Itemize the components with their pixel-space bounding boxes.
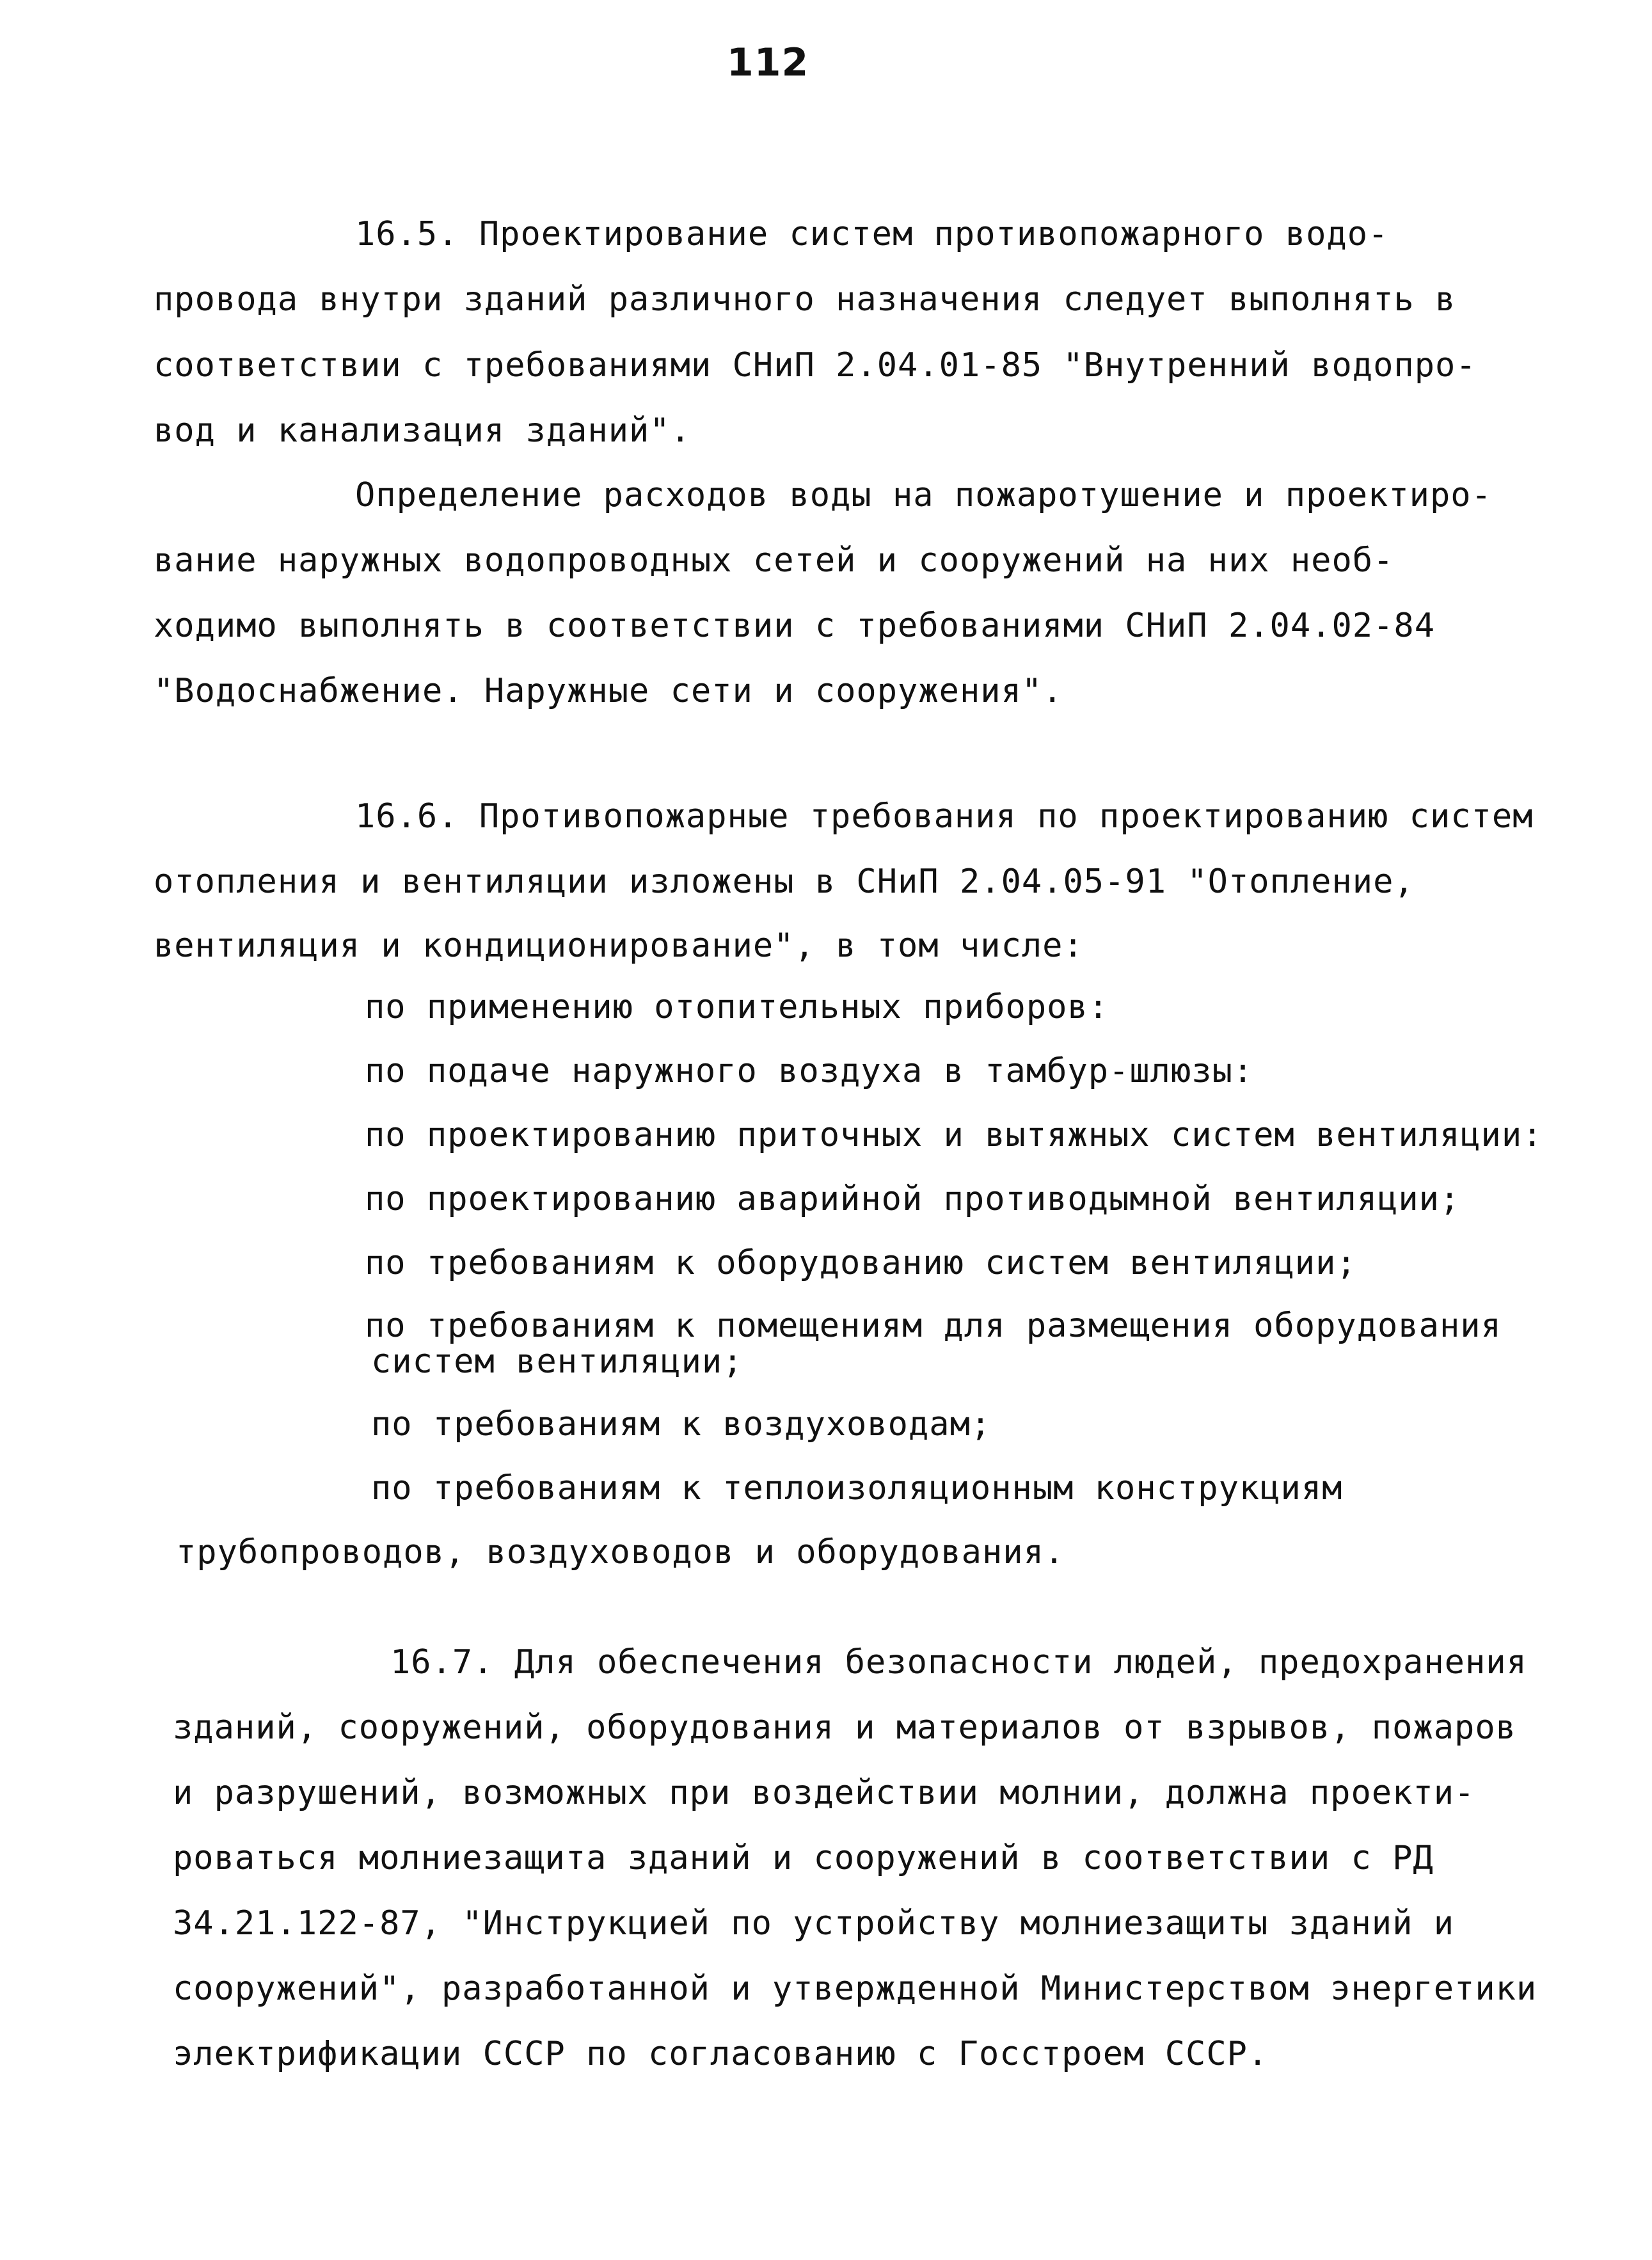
p16-5-line-1: 16.5. Проектирование систем противопожарного водо- [355,215,1389,253]
list-item-7: по требованиям к воздуховодам; [371,1405,992,1444]
page-number: 112 [727,40,809,85]
p16-6-line-3: вентиляция и кондиционирование", в том числе: [154,927,1084,965]
p16-7-line-5: 34.21.122-87, "Инструкцией по устройству молниезащиты зданий и [173,1904,1455,1943]
p16-7-line-3: и разрушений, возможных при воздействии молнии, должна проекти- [173,1774,1475,1812]
list-item-6-line-1: по требованиям к помещениям для размещения оборудования [365,1307,1502,1345]
p16-5b-line-4: "Водоснабжение. Наружные сети и сооружения". [154,672,1063,710]
p16-6-line-1: 16.6. Противопожарные требования по проектированию систем [355,797,1534,836]
p16-7-line-6: сооружений", разработанной и утвержденной Министерством энергетики [173,1970,1537,2008]
p16-5b-line-2: вание наружных водопроводных сетей и сооружений на них необ- [154,541,1394,580]
list-item-6-line-2: систем вентиляции; [371,1342,743,1381]
list-item-2: по подаче наружного воздуха в тамбур-шлюзы: [365,1052,1254,1090]
p16-7-line-2: зданий, сооружений, оборудования и материалов от взрывов, пожаров [173,1708,1516,1747]
list-item-8-line-2: трубопроводов, воздуховодов и оборудования. [176,1533,1065,1572]
p16-7-line-1: 16.7. Для обеспечения безопасности людей, предохранения [390,1643,1527,1682]
p16-5-line-4: вод и канализация зданий". [154,411,691,450]
p16-6-line-2: отопления и вентиляции изложены в СНиП 2.04.05-91 "Отопление, [154,863,1415,901]
list-item-4: по проектированию аварийной противодымной вентиляции; [365,1180,1461,1218]
p16-5b-line-1: Определение расходов воды на пожаротушение и проектиро- [355,476,1492,514]
list-item-5: по требованиям к оборудованию систем вентиляции; [365,1244,1357,1282]
p16-7-line-7: электрификации СССР по согласованию с Госстроем СССР. [173,2035,1269,2073]
p16-5b-line-3: ходимо выполнять в соответствии с требованиями СНиП 2.04.02-84 [154,607,1436,645]
p16-5-line-2: провода внутри зданий различного назначения следует выполнять в [154,280,1456,319]
list-item-1: по применению отопительных приборов: [365,988,1109,1026]
list-item-3: по проектированию приточных и вытяжных систем вентиляции: [365,1116,1543,1154]
list-item-8-line-1: по требованиям к теплоизоляционным конструкциям [371,1469,1343,1508]
p16-7-line-4: роваться молниезащита зданий и сооружений в соответствии с РД [173,1839,1434,1877]
p16-5-line-3: соответствии с требованиями СНиП 2.04.01-85 "Внутренний водопро- [154,346,1477,385]
